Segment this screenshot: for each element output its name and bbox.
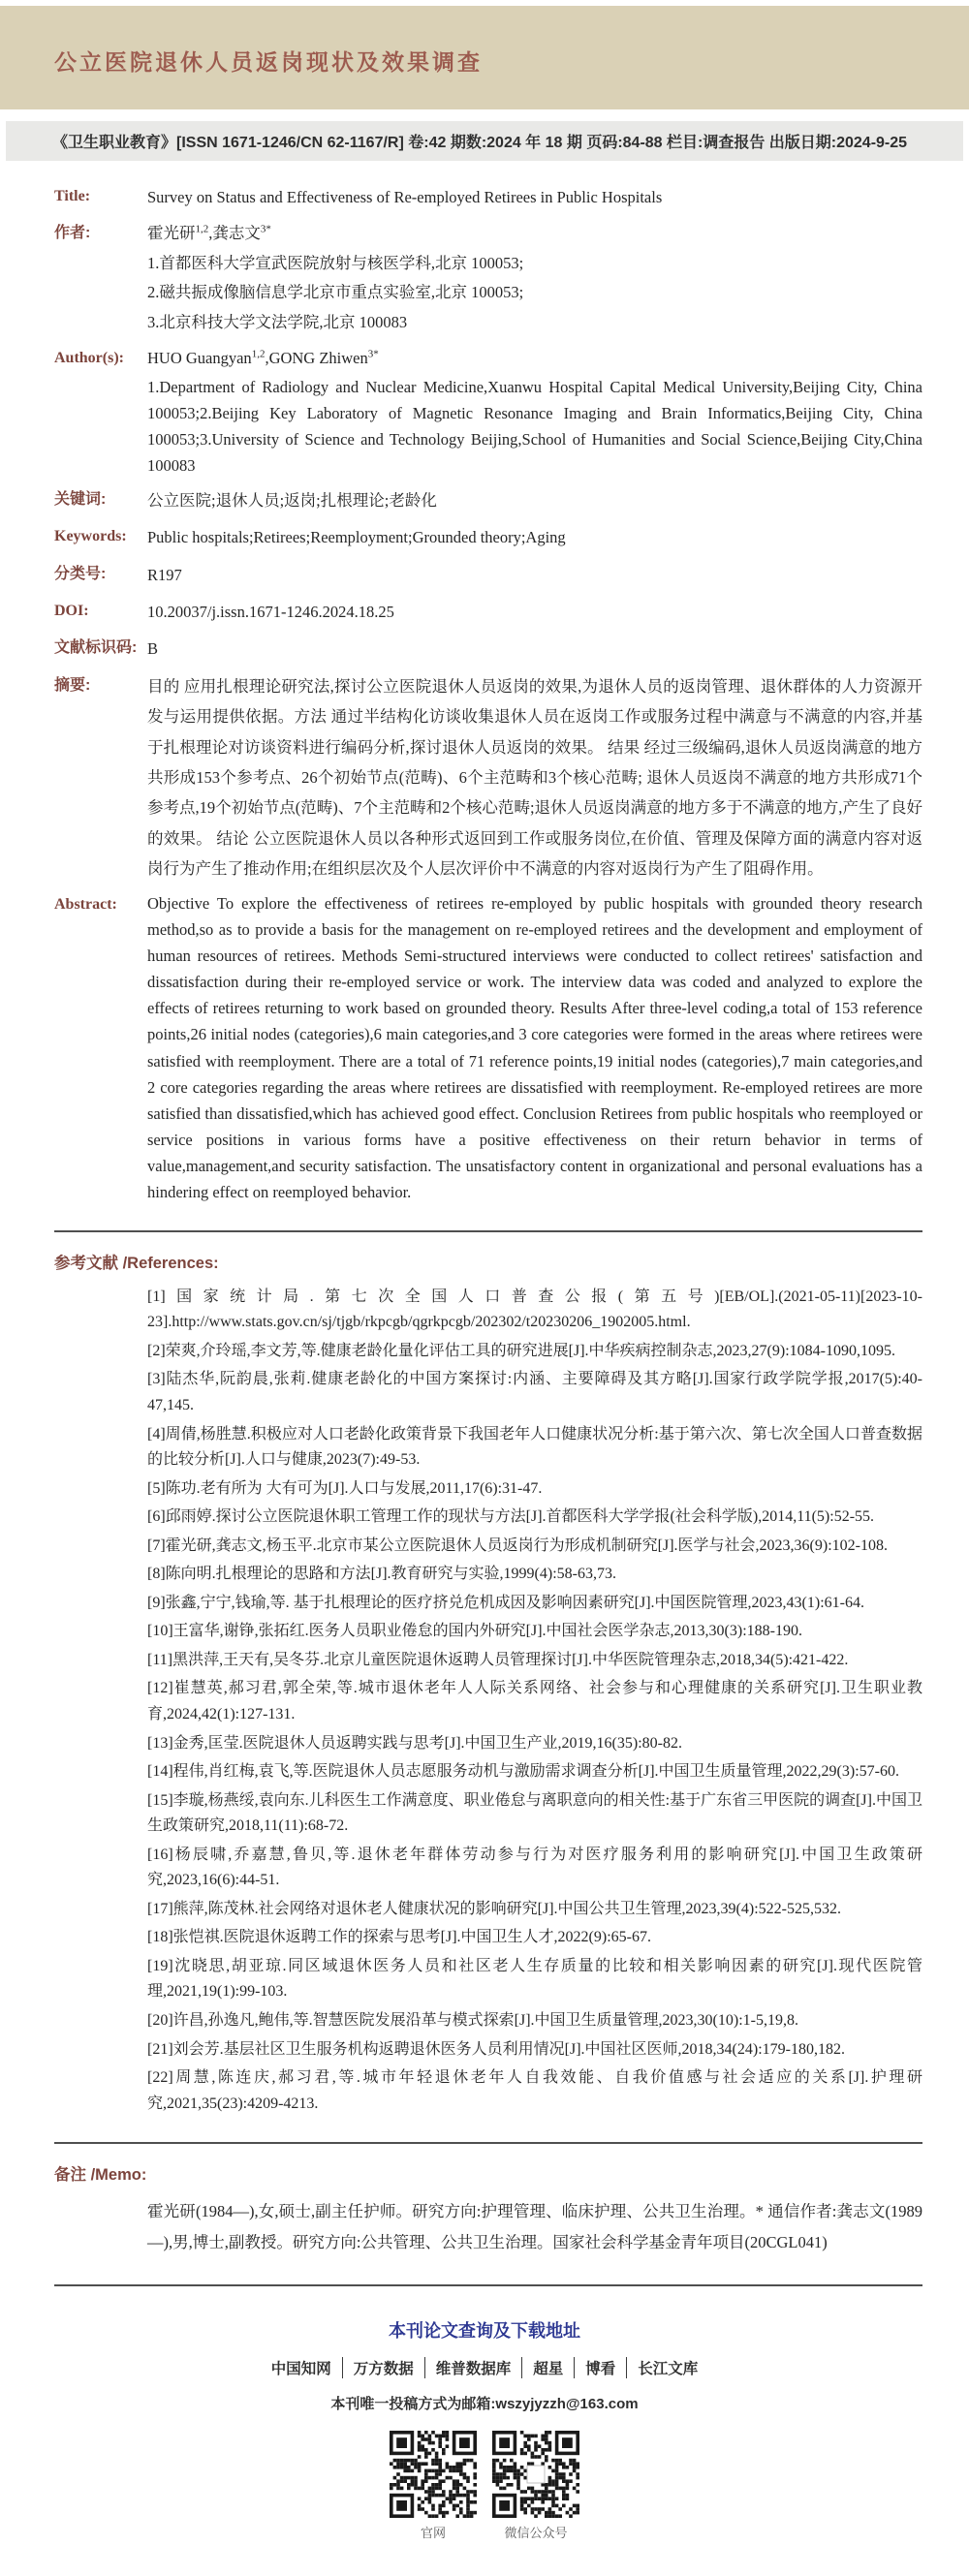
author-name: ,龚志文 (208, 224, 261, 243)
field-row-keywords-cn (54, 485, 922, 515)
database-name: 超星 (521, 2357, 563, 2378)
page-title: 公立医院退休人员返岗现状及效果调查 (54, 49, 483, 75)
field-label-abstract-cn: 摘要: (54, 676, 91, 694)
field-value-keywords-en: Public hospitals;Retirees;Reemployment;Grounded theory;Aging (147, 528, 566, 547)
reference-item: [21]刘会芳.基层社区卫生服务机构返聘退休医务人员利用情况[J].中国社区医师,2018,34(24):179-180,182. (147, 2040, 845, 2058)
database-name: 博看 (574, 2357, 615, 2378)
reference-item: [7]霍光研,龚志文,杨玉平.北京市某公立医院退休人员返岗行为形成机制研究[J].医学与社会,2023,36(9):102-108. (147, 1536, 888, 1554)
divider (54, 1230, 922, 1232)
database-name: 万方数据 (342, 2357, 414, 2378)
affiliations-cn (147, 249, 922, 338)
memo-heading: 备注 /Memo: (54, 2166, 147, 2185)
reference-item: [1]国家统计局.第七次全国人口普查公报(第五号)[EB/OL].(2021-05-11)[2023-10-23].http://www.stats.gov.cn/sj/tjgb/rkpcgb/qgrkpcgb/202302/t20230206_1902005.html. (147, 1288, 922, 1331)
reference-item: [19]沈晓思,胡亚琼.同区域退休医务人员和社区老人生存质量的比较和相关影响因素的研究[J].现代医院管理,2021,19(1):99-103. (147, 1957, 922, 2001)
field-value-doi: 10.20037/j.issn.1671-1246.2024.18.25 (147, 603, 394, 622)
author-name: 霍光研 (147, 224, 196, 243)
qr-code-row (0, 2431, 969, 2541)
qr-block-website (390, 2431, 477, 2541)
field-row-authors-en (54, 344, 922, 479)
memo-text: 霍光研(1984—),女,硕士,副主任护师。研究方向:护理管理、临床护理、公共卫生治理。* 通信作者:龚志文(1989—),男,博士,副教授。研究方向:公共管理、公共卫生治理。国家社会科学基金青年项目(20CGL041) (147, 2202, 922, 2252)
field-value-authors-cn (147, 219, 922, 337)
affiliation-line: 3.北京科技大学文法学院,北京 100083 (147, 312, 408, 331)
author-name: ,GONG Zhiwen (265, 349, 368, 368)
reference-item: [6]邱雨婷.探讨公立医院退休职工管理工作的现状与方法[J].首都医科大学学报(社会科学版),2014,11(5):52-55. (147, 1508, 875, 1526)
qr-caption-wechat: 微信公众号 (504, 2525, 568, 2540)
field-value-keywords-cn: 公立医院;退休人员;返岗;扎根理论;老龄化 (147, 491, 437, 511)
journal-footer (0, 2317, 969, 2576)
authors-cn-line (147, 219, 922, 249)
author-superscript: 3* (260, 223, 271, 235)
reference-item: [20]许昌,孙逸凡,鲍伟,等.智慧医院发展沿革与模式探索[J].中国卫生质量管理,2023,30(10):1-5,19,8. (147, 2012, 798, 2030)
field-label-doc-code: 文献标识码: (54, 639, 138, 657)
database-name: 中国知网 (270, 2360, 331, 2377)
field-label-clc: 分类号: (54, 565, 107, 582)
article-page (0, 6, 969, 2576)
field-row-title (54, 182, 922, 212)
qr-block-wechat (492, 2431, 579, 2541)
references-list (147, 1285, 922, 2117)
memo-section (54, 2161, 922, 2258)
field-label-keywords-cn: 关键词: (54, 491, 107, 509)
field-value-abstract-cn: 目的 应用扎根理论研究法,探讨公立医院退休人员返岗的效果,为退休人员的返岗管理、退休群体的人力资源开发与运用提供依据。方法 通过半结构化访谈收集退休人员在返岗工作或服务过程中满意与不满意的内容,并基于扎根理论对访谈资料进行编码分析,探讨退休人员返岗的效果。 结果 经过三级编码,退休人员返岗满意的地方共形成153个参考点、26个初始节点(范畴)、6个主范畴和3个核心范畴; 退休人员返岗不满意的地方共形成71个参考点,19个初始节点(范畴)、7个主范畴和2个核心范畴;退休人员返岗满意的地方多于不满意的地方,产生了良好的效果。 结论 公立医院退休人员以各种形式返回到工作或服务岗位,在价值、管理及保障方面的满意内容对返岗行为产生了推动作用;在组织层次及个人层次评价中不满意的内容对返岗行为产生了阻碍作用。 (147, 676, 922, 878)
field-row-abstract-cn (54, 671, 922, 884)
journal-info-text: 《卫生职业教育》[ISSN 1671-1246/CN 62-1167/R] 卷:42 期数:2024 年 18 期 页码:84-88 栏目:调查报告 出版日期:2024-9-25 (52, 135, 908, 151)
field-label-keywords-en: Keywords: (54, 528, 127, 545)
divider (54, 2142, 922, 2144)
reference-item: [14]程伟,肖红梅,袁飞,等.医院退休人员志愿服务动机与激励需求调查分析[J].中国卫生质量管理,2022,29(3):57-60. (147, 1763, 899, 1781)
reference-item: [5]陈功.老有所为 大有可为[J].人口与发展,2011,17(6):31-47. (147, 1479, 543, 1497)
field-row-abstract-en (54, 890, 922, 1205)
reference-item: [11]黑洪萍,王天有,吴冬芬.北京儿童医院退休返聘人员管理探讨[J].中华医院管理杂志,2018,34(5):421-422. (147, 1651, 849, 1668)
reference-item: [4]周倩,杨胜慧.积极应对人口老龄化政策背景下我国老年人口健康状况分析:基于第六次、第七次全国人口普查数据的比较分析[J].人口与健康,2023(7):49-53. (147, 1425, 922, 1469)
references-section (54, 1250, 922, 2117)
qr-code-wechat (492, 2431, 579, 2518)
reference-item: [9]张鑫,宁宁,钱瑜,等. 基于扎根理论的医疗挤兑危机成因及影响因素研究[J].中国医院管理,2023,43(1):61-64. (147, 1594, 864, 1611)
affiliation-line: 1.首都医科大学宣武医院放射与核医学科,北京 100053; (147, 253, 524, 272)
database-list (0, 2357, 969, 2378)
field-row-doi (54, 597, 922, 627)
author-superscript: 1,2 (251, 348, 266, 360)
reference-item: [10]王富华,谢铮,张拓红.医务人员职业倦怠的国内外研究[J].中国社会医学杂志,2013,30(3):188-190. (147, 1623, 802, 1640)
reference-item: [18]张恺祺.医院退休返聘工作的探索与思考[J].中国卫生人才,2022(9):65-67. (147, 1929, 651, 1946)
affiliation-line: 2.磁共振成像脑信息学北京市重点实验室,北京 100053; (147, 283, 524, 302)
field-value-authors-en (147, 344, 922, 479)
field-label-abstract-en: Abstract: (54, 896, 117, 914)
article-header (0, 6, 969, 109)
reference-item: [13]金秀,匡莹.医院退休人员返聘实践与思考[J].中国卫生产业,2019,16(35):80-82. (147, 1734, 682, 1752)
reference-item: [17]熊萍,陈茂林.社会网络对退休老人健康状况的影响研究[J].中国公共卫生管理,2023,39(4):522-525,532. (147, 1900, 841, 1917)
affiliations-en: 1.Department of Radiology and Nuclear Medicine,Xuanwu Hospital Capital Medical University,Beijing City, China 100053;2.Beijing Key Laboratory of Magnetic Resonance Imaging and Brain Informatics,Beijing City, China 100053;3.University of Science and Technology Beijing,School of Humanities and Social Science,Beijing City,China 100083 (147, 377, 922, 476)
database-name: 长江文库 (626, 2357, 698, 2378)
author-superscript: 1,2 (195, 223, 209, 235)
database-name: 维普数据库 (424, 2357, 512, 2378)
field-label-title: Title: (54, 188, 91, 204)
reference-item: [2]荣爽,介玲瑶,李文芳,等.健康老龄化量化评估工具的研究进展[J].中华疾病控制杂志,2023,27(9):1084-1090,1095. (147, 1342, 895, 1359)
reference-item: [12]崔慧英,郝习君,郭全荣,等.城市退休老年人人际关系网络、社会参与和心理健康的关系研究[J].卫生职业教育,2024,42(1):127-131. (147, 1680, 922, 1723)
submission-email-line: 本刊唯一投稿方式为邮箱:wszyjyzzh@163.com (330, 2395, 639, 2412)
field-row-keywords-en (54, 522, 922, 552)
reference-item: [3]陆杰华,阮韵晨,张莉.健康老龄化的中国方案探讨:内涵、主要障碍及其方略[J].国家行政学院学报,2017(5):40-47,145. (147, 1371, 922, 1413)
references-heading: 参考文献 /References: (54, 1254, 219, 1272)
journal-info-bar (6, 121, 963, 161)
field-label-authors-en: Author(s): (54, 350, 124, 367)
qr-code-website (390, 2431, 477, 2518)
qr-caption-website: 官网 (420, 2525, 446, 2540)
field-value-abstract-en: Objective To explore the effectiveness of retirees re-employed by public hospitals with grounded theory research method,so as to provide a basis for the management on re-employed retirees and the development and employment of human resources of retirees. Methods Semi-structured interviews were conducted to collect retirees' satisfaction and dissatisfaction during their re-employed service or work. The interview data was coded and analyzed to explore the effects of retirees returning to work based on grounded theory. Results After three-level coding,a total of 153 reference points,26 initial nodes (categories),6 main categories,and 3 core categories were formed in the areas where retirees were satisfied with reemployment. There are a total of 71 reference points,19 initial nodes (categories),7 main categories,and 2 core categories regarding the areas where retirees are dissatisfied with reemployment. Re-employed retirees are more satisfied than dissatisfied,which has achieved good effect. Conclusion Retirees from public hospitals who reemployed or service positions in various forms have a positive effectiveness on their return behavior in terms of value,management,and security satisfaction. The unsatisfactory content in organizational and personal evaluations has a hindering effect on reemployed behavior. (147, 894, 922, 1201)
article-metadata (0, 178, 969, 2286)
reference-item: [8]陈向明.扎根理论的思路和方法[J].教育研究与实验,1999(4):58-63,73. (147, 1566, 616, 1583)
reference-item: [16]杨辰啸,乔嘉慧,鲁贝,等.退休老年群体劳动参与行为对医疗服务利用的影响研究[J].中国卫生政策研究,2023,16(6):44-51. (147, 1846, 922, 1889)
footer-title: 本刊论文查询及下载地址 (389, 2320, 580, 2341)
field-label-doi: DOI: (54, 603, 89, 620)
field-row-doc-code (54, 634, 922, 664)
field-row-authors-cn (54, 219, 922, 337)
field-label-authors-cn: 作者: (54, 225, 91, 242)
field-value-title: Survey on Status and Effectiveness of Re-employed Retirees in Public Hospitals (147, 188, 663, 206)
divider (54, 2284, 922, 2286)
authors-en-line (147, 344, 922, 374)
author-superscript: 3* (367, 348, 379, 360)
field-value-clc: R197 (147, 565, 182, 584)
reference-item: [15]李璇,杨燕绥,袁向东.儿科医生工作满意度、职业倦怠与离职意向的相关性:基于广东省三甲医院的调查[J].中国卫生政策研究,2018,11(11):68-72. (147, 1791, 922, 1835)
author-name: HUO Guangyan (147, 349, 252, 368)
reference-item: [22]周慧,陈连庆,郝习君,等.城市年轻退休老年人自我效能、自我价值感与社会适应的关系[J].护理研究,2021,35(23):4209-4213. (147, 2069, 922, 2112)
field-value-doc-code: B (147, 639, 159, 659)
field-row-clc (54, 560, 922, 590)
